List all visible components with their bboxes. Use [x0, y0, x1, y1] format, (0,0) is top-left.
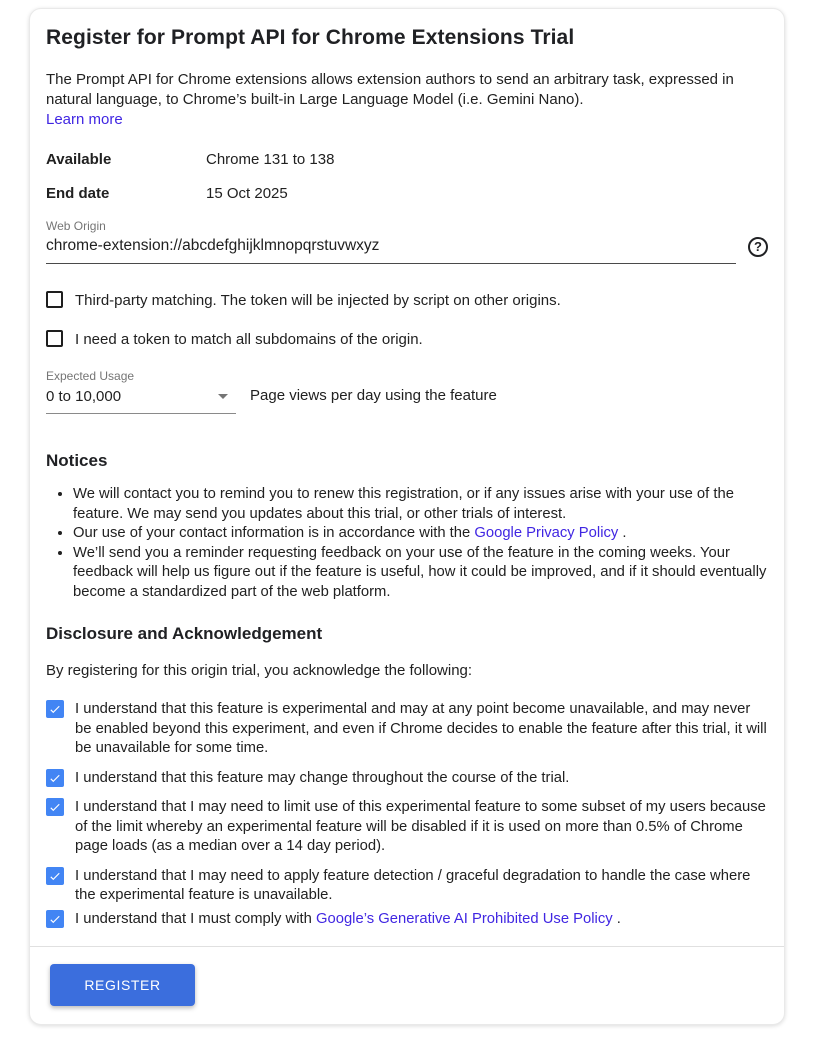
chevron-down-icon — [218, 394, 228, 399]
option-label: Third-party matching. The token will be injected by script on other origins. — [75, 292, 561, 309]
checkbox-checked-icon[interactable] — [46, 769, 64, 787]
expected-usage-select[interactable] — [46, 383, 236, 414]
notices-list — [46, 485, 768, 602]
option-row — [46, 330, 768, 349]
card-footer — [46, 947, 768, 1024]
notices-heading: Notices — [46, 451, 108, 470]
acknowledgement-text: I understand that I must comply with Google’s Generative AI Prohibited Use Policy . — [75, 910, 621, 927]
expected-usage-value: 0 to 10,000 — [46, 388, 122, 405]
acknowledgement-item — [46, 867, 768, 906]
acknowledgement-item — [46, 769, 768, 789]
detail-label: End date — [46, 185, 110, 202]
origin-options — [46, 291, 768, 349]
checkbox-checked-icon[interactable] — [46, 700, 64, 718]
acknowledgement-item — [46, 700, 768, 759]
inline-link[interactable]: Google Privacy Policy — [474, 525, 619, 541]
expected-usage-hint: Page views per day using the feature — [250, 387, 497, 404]
learn-more-link[interactable]: Learn more — [46, 111, 123, 128]
acknowledgement-item — [46, 910, 768, 930]
notice-item: • We will contact you to remind you to renew this registration, or if any issues arise with your use of the feature. We may send you updates about this trial, or other trials of interest. — [73, 485, 768, 524]
checkbox-checked-icon[interactable] — [46, 798, 64, 816]
trial-details — [46, 151, 768, 202]
acknowledgement-item — [46, 798, 768, 857]
register-button[interactable]: REGISTER — [50, 964, 195, 1006]
acknowledgement-text: I understand that this feature may change throughout the course of the trial. — [75, 769, 570, 786]
acknowledgement-list — [46, 700, 768, 929]
expected-usage-label: Expected Usage — [46, 369, 135, 383]
notice-item: • Our use of your contact information is in accordance with the Google Privacy Policy . — [73, 524, 768, 544]
notice-item: • We’ll send you a reminder requesting feedback on your use of the feature in the coming weeks. Your feedback will help us figure out if the feature is useful, how it could be improved, and if it should eventually become a standardized part of the web platform. — [73, 544, 768, 603]
registration-card — [29, 8, 785, 1025]
inline-link[interactable]: Google’s Generative AI Prohibited Use Policy — [315, 910, 613, 927]
detail-value: Chrome 131 to 138 — [206, 151, 335, 168]
trial-description: The Prompt API for Chrome extensions allows extension authors to send an arbitrary task, expressed in natural language, to Chrome’s built-in Large Language Model (i.e. Gemini Nano). — [46, 71, 734, 108]
detail-value: 15 Oct 2025 — [206, 185, 288, 202]
acknowledgement-text: I understand that I may need to apply feature detection / graceful degradation to handle the case where the experimental feature is unavailable. — [75, 867, 751, 903]
web-origin-label: Web Origin — [46, 219, 106, 233]
acknowledgement-text: I understand that I may need to limit use of this experimental feature to some subset of my users because of the limit whereby an experimental feature will be disabled if it is used on more than 0.5% of Chrome page loads (as a median over a 14 day period). — [75, 799, 766, 854]
checkbox-unchecked-icon[interactable] — [46, 291, 63, 308]
acknowledgement-text: I understand that this feature is experimental and may at any point become unavailable, and may never be enabled beyond this experiment, and even if Chrome decides to enable the feature after this trial, it will be unavailable for some time. — [75, 701, 767, 756]
detail-label: Available — [46, 151, 112, 168]
expected-usage-row — [46, 369, 768, 414]
detail-row — [46, 185, 768, 202]
option-row — [46, 291, 768, 310]
web-origin-field — [46, 219, 768, 264]
checkbox-unchecked-icon[interactable] — [46, 330, 63, 347]
checkbox-checked-icon[interactable] — [46, 910, 64, 928]
disclosure-heading: Disclosure and Acknowledgement — [46, 624, 323, 643]
disclosure-intro: By registering for this origin trial, you acknowledge the following: — [46, 662, 473, 679]
web-origin-input[interactable] — [46, 233, 736, 264]
help-icon[interactable]: ? — [748, 237, 768, 257]
checkbox-checked-icon[interactable] — [46, 867, 64, 885]
page-title: Register for Prompt API for Chrome Extensions Trial — [46, 26, 575, 49]
detail-row — [46, 151, 768, 168]
option-label: I need a token to match all subdomains of the origin. — [75, 331, 423, 348]
